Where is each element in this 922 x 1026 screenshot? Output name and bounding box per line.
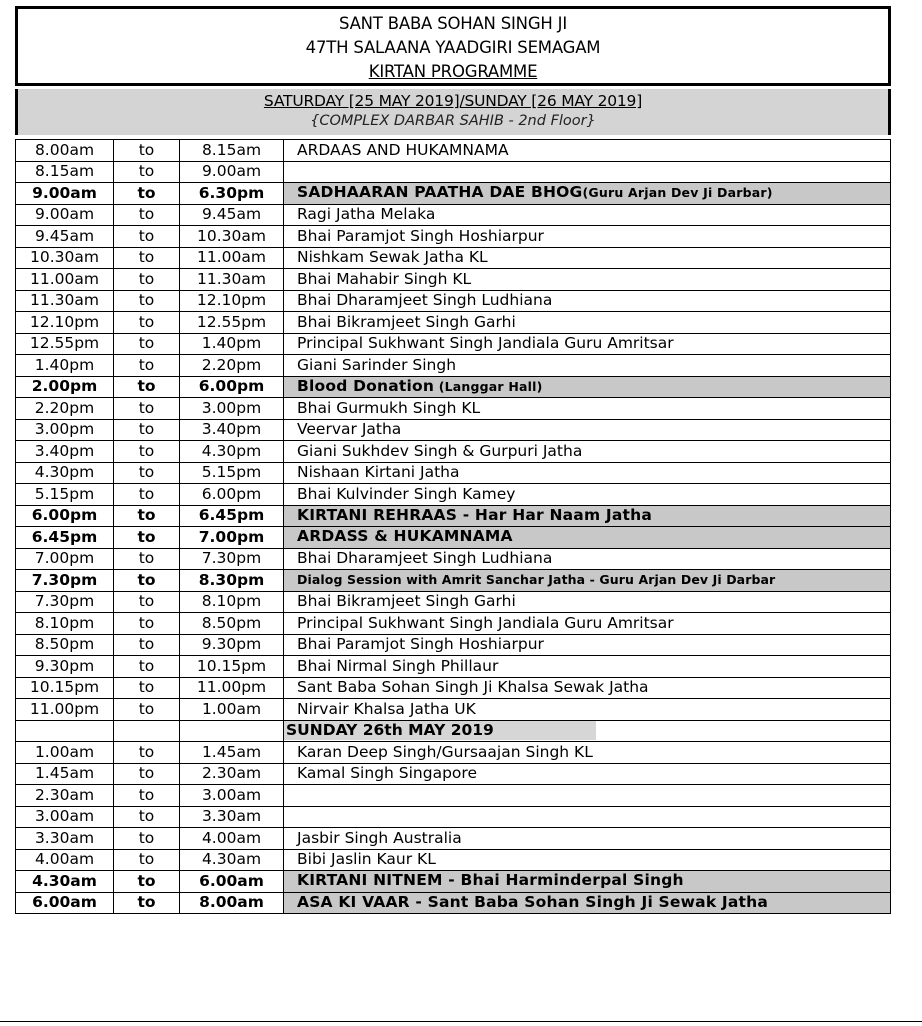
to-separator: to — [114, 355, 180, 377]
start-time: 11.00pm — [16, 699, 114, 721]
end-time: 12.55pm — [180, 312, 284, 334]
description-main: Bhai Gurmukh Singh KL — [297, 398, 481, 417]
to-separator: to — [114, 484, 180, 506]
description-main: Giani Sarinder Singh — [297, 355, 457, 374]
end-time: 2.20pm — [180, 355, 284, 377]
schedule-row — [16, 441, 891, 463]
description-text — [284, 183, 890, 204]
schedule-row — [16, 613, 891, 635]
schedule-row — [16, 591, 891, 613]
session-description — [284, 140, 891, 162]
start-time: 3.00pm — [16, 419, 114, 441]
end-time: 11.00pm — [180, 677, 284, 699]
schedule-row — [16, 269, 891, 291]
end-time: 8.30pm — [180, 570, 284, 592]
to-separator: to — [114, 871, 180, 893]
start-time: 4.30am — [16, 871, 114, 893]
end-time: 6.00pm — [180, 376, 284, 398]
end-time: 1.45am — [180, 742, 284, 764]
session-description — [284, 634, 891, 656]
to-separator: to — [114, 742, 180, 764]
description-main: Bhai Mahabir Singh KL — [297, 269, 472, 288]
schedule-body — [16, 140, 891, 914]
start-time: 3.30am — [16, 828, 114, 850]
to-separator: to — [114, 763, 180, 785]
to-separator: to — [114, 656, 180, 678]
description-text — [297, 614, 674, 632]
end-time — [180, 720, 284, 742]
to-separator: to — [114, 161, 180, 183]
end-time: 9.00am — [180, 161, 284, 183]
programme-sheet — [15, 6, 891, 914]
end-time: 10.15pm — [180, 656, 284, 678]
start-time: 6.00pm — [16, 505, 114, 527]
description-text — [297, 442, 582, 460]
description-text — [297, 657, 498, 675]
to-separator: to — [114, 183, 180, 205]
end-time: 4.30pm — [180, 441, 284, 463]
end-time: 8.10pm — [180, 591, 284, 613]
schedule-row — [16, 312, 891, 334]
description-main: Karan Deep Singh/Gursaajan Singh KL — [297, 742, 593, 761]
description-text — [284, 506, 890, 527]
end-time: 3.40pm — [180, 419, 284, 441]
description-main: Ragi Jatha Melaka — [297, 205, 436, 224]
event-venue: {COMPLEX DARBAR SAHIB - 2nd Floor} — [310, 113, 596, 129]
schedule-row — [16, 419, 891, 441]
description-main: Bibi Jaslin Kaur KL — [297, 850, 436, 869]
end-time: 3.00pm — [180, 398, 284, 420]
header-event: 47TH SALAANA YAADGIRI SEMAGAM — [305, 38, 601, 57]
description-text — [297, 463, 460, 481]
session-description — [284, 527, 891, 549]
day-divider-row — [16, 720, 891, 742]
schedule-row — [16, 333, 891, 355]
to-separator: to — [114, 570, 180, 592]
description-text — [284, 871, 890, 892]
start-time: 9.45am — [16, 226, 114, 248]
schedule-row — [16, 806, 891, 828]
end-time: 4.00am — [180, 828, 284, 850]
to-separator: to — [114, 634, 180, 656]
schedule-row — [16, 204, 891, 226]
schedule-row — [16, 742, 891, 764]
description-text — [297, 399, 480, 417]
start-time: 2.30am — [16, 785, 114, 807]
to-separator: to — [114, 398, 180, 420]
start-time — [16, 720, 114, 742]
start-time: 11.30am — [16, 290, 114, 312]
description-text — [297, 829, 462, 847]
description-text — [297, 313, 516, 331]
description-note: (Guru Arjan Dev Ji Darbar) — [582, 185, 773, 200]
start-time: 5.15pm — [16, 484, 114, 506]
start-time: 12.10pm — [16, 312, 114, 334]
programme-header — [15, 6, 891, 86]
end-time: 8.50pm — [180, 613, 284, 635]
start-time: 6.00am — [16, 892, 114, 914]
description-text — [297, 700, 476, 718]
schedule-row — [16, 699, 891, 721]
date-bar — [15, 89, 891, 135]
session-description — [284, 806, 891, 828]
session-description — [284, 226, 891, 248]
session-description — [284, 161, 891, 183]
description-text — [297, 549, 552, 567]
description-text — [297, 334, 674, 352]
start-time: 7.30pm — [16, 591, 114, 613]
description-main: Sant Baba Sohan Singh Ji Khalsa Sewak Jatha — [297, 678, 649, 697]
description-main: KIRTANI NITNEM - Bhai Harminderpal Singh — [297, 871, 684, 889]
description-main: Principal Sukhwant Singh Jandiala Guru Amritsar — [297, 613, 674, 632]
description-main: Nishkam Sewak Jatha KL — [297, 248, 488, 267]
end-time: 6.00am — [180, 871, 284, 893]
description-text — [284, 527, 890, 548]
session-description — [284, 591, 891, 613]
session-description — [284, 613, 891, 635]
description-main: Bhai Paramjot Singh Hoshiarpur — [297, 635, 544, 654]
description-main: Veervar Jatha — [297, 420, 402, 439]
description-text — [297, 678, 649, 696]
end-time: 9.45am — [180, 204, 284, 226]
end-time: 4.30am — [180, 849, 284, 871]
description-main: Bhai Dharamjeet Singh Ludhiana — [297, 291, 553, 310]
end-time: 1.00am — [180, 699, 284, 721]
start-time: 6.45pm — [16, 527, 114, 549]
end-time: 8.15am — [180, 140, 284, 162]
schedule-row — [16, 763, 891, 785]
end-time: 6.30pm — [180, 183, 284, 205]
end-time: 11.30am — [180, 269, 284, 291]
session-description — [284, 892, 891, 914]
start-time: 8.50pm — [16, 634, 114, 656]
start-time: 3.40pm — [16, 441, 114, 463]
session-description — [284, 763, 891, 785]
session-description — [284, 290, 891, 312]
start-time: 9.30pm — [16, 656, 114, 678]
session-description — [284, 699, 891, 721]
start-time: 7.30pm — [16, 570, 114, 592]
start-time: 10.30am — [16, 247, 114, 269]
session-description — [284, 484, 891, 506]
description-text — [297, 141, 509, 159]
description-main: Giani Sukhdev Singh & Gurpuri Jatha — [297, 441, 583, 460]
description-text — [297, 420, 401, 438]
description-text — [297, 248, 488, 266]
start-time: 12.55pm — [16, 333, 114, 355]
description-main: Bhai Dharamjeet Singh Ludhiana — [297, 549, 553, 568]
start-time: 4.30pm — [16, 462, 114, 484]
schedule-row — [16, 290, 891, 312]
end-time: 10.30am — [180, 226, 284, 248]
description-text — [297, 356, 456, 374]
end-time: 1.40pm — [180, 333, 284, 355]
day-heading: SUNDAY 26th MAY 2019 — [284, 721, 596, 740]
session-description — [284, 720, 891, 742]
session-description — [284, 462, 891, 484]
end-time: 12.10pm — [180, 290, 284, 312]
session-description — [284, 183, 891, 205]
description-text — [297, 764, 477, 782]
to-separator: to — [114, 806, 180, 828]
to-separator: to — [114, 462, 180, 484]
schedule-row — [16, 527, 891, 549]
session-description — [284, 570, 891, 592]
to-separator: to — [114, 333, 180, 355]
schedule-row — [16, 484, 891, 506]
end-time: 3.30am — [180, 806, 284, 828]
schedule-row — [16, 677, 891, 699]
schedule-row — [16, 570, 891, 592]
schedule-row — [16, 548, 891, 570]
start-time: 3.00am — [16, 806, 114, 828]
description-main: SADHAARAN PAATHA DAE BHOG — [297, 183, 583, 201]
session-description — [284, 828, 891, 850]
session-description — [284, 376, 891, 398]
description-text — [297, 592, 516, 610]
session-description — [284, 204, 891, 226]
description-note: (Langgar Hall) — [434, 378, 543, 394]
end-time: 9.30pm — [180, 634, 284, 656]
description-text — [284, 377, 890, 398]
schedule-row — [16, 247, 891, 269]
to-separator: to — [114, 527, 180, 549]
end-time: 6.45pm — [180, 505, 284, 527]
start-time: 2.20pm — [16, 398, 114, 420]
schedule-row — [16, 892, 891, 914]
description-text — [297, 850, 436, 868]
description-main: Kamal Singh Singapore — [297, 764, 477, 783]
description-main: Bhai Paramjot Singh Hoshiarpur — [297, 226, 544, 245]
session-description — [284, 677, 891, 699]
description-main: Nishaan Kirtani Jatha — [297, 463, 460, 482]
to-separator: to — [114, 613, 180, 635]
schedule-row — [16, 226, 891, 248]
start-time: 7.00pm — [16, 548, 114, 570]
to-separator: to — [114, 548, 180, 570]
description-text — [284, 893, 890, 914]
to-separator: to — [114, 226, 180, 248]
schedule-row — [16, 505, 891, 527]
session-description — [284, 505, 891, 527]
header-title: SANT BABA SOHAN SINGH JI — [339, 14, 567, 33]
schedule-row — [16, 376, 891, 398]
to-separator: to — [114, 505, 180, 527]
end-time: 2.30am — [180, 763, 284, 785]
schedule-row — [16, 161, 891, 183]
description-text — [297, 227, 544, 245]
start-time: 9.00am — [16, 183, 114, 205]
session-description — [284, 742, 891, 764]
description-main: Principal Sukhwant Singh Jandiala Guru Amritsar — [297, 334, 674, 353]
header-programme: KIRTAN PROGRAMME — [368, 62, 538, 81]
session-description — [284, 398, 891, 420]
schedule-row — [16, 849, 891, 871]
start-time: 1.40pm — [16, 355, 114, 377]
description-main: ARDASS & HUKAMNAMA — [297, 527, 513, 545]
end-time: 5.15pm — [180, 462, 284, 484]
description-main: Blood Donation — [297, 376, 435, 395]
to-separator: to — [114, 828, 180, 850]
to-separator: to — [114, 677, 180, 699]
end-time: 11.00am — [180, 247, 284, 269]
description-main: Bhai Kulvinder Singh Kamey — [297, 484, 516, 503]
session-description — [284, 269, 891, 291]
description-main: Bhai Nirmal Singh Phillaur — [297, 656, 499, 675]
description-text — [297, 205, 435, 223]
start-time: 8.00am — [16, 140, 114, 162]
schedule-row — [16, 140, 891, 162]
schedule-row — [16, 785, 891, 807]
session-description — [284, 871, 891, 893]
description-main: Bhai Bikramjeet Singh Garhi — [297, 592, 516, 611]
schedule-row — [16, 462, 891, 484]
description-main: ARDAAS AND HUKAMNAMA — [297, 140, 509, 159]
to-separator — [114, 720, 180, 742]
start-time: 8.15am — [16, 161, 114, 183]
to-separator: to — [114, 699, 180, 721]
description-text — [297, 291, 552, 309]
schedule-row — [16, 871, 891, 893]
description-text — [297, 635, 544, 653]
session-description — [284, 548, 891, 570]
session-description — [284, 355, 891, 377]
to-separator: to — [114, 419, 180, 441]
description-text — [297, 270, 471, 288]
end-time: 6.00pm — [180, 484, 284, 506]
session-description — [284, 785, 891, 807]
to-separator: to — [114, 204, 180, 226]
end-time: 8.00am — [180, 892, 284, 914]
description-text — [297, 743, 593, 761]
description-main: KIRTANI REHRAAS - Har Har Naam Jatha — [297, 505, 653, 524]
schedule-row — [16, 656, 891, 678]
description-main: Nirvair Khalsa Jatha UK — [297, 699, 476, 718]
to-separator: to — [114, 785, 180, 807]
to-separator: to — [114, 441, 180, 463]
schedule-table — [15, 139, 891, 914]
description-text — [284, 570, 890, 591]
to-separator: to — [114, 312, 180, 334]
schedule-row — [16, 355, 891, 377]
session-description — [284, 419, 891, 441]
to-separator: to — [114, 290, 180, 312]
session-description — [284, 312, 891, 334]
start-time: 10.15pm — [16, 677, 114, 699]
schedule-row — [16, 398, 891, 420]
session-description — [284, 333, 891, 355]
description-main: ASA KI VAAR - Sant Baba Sohan Singh Ji Sewak Jatha — [297, 892, 769, 911]
start-time: 11.00am — [16, 269, 114, 291]
to-separator: to — [114, 849, 180, 871]
description-text — [297, 485, 515, 503]
description-main: Jasbir Singh Australia — [297, 828, 462, 847]
start-time: 1.00am — [16, 742, 114, 764]
end-time: 7.00pm — [180, 527, 284, 549]
schedule-row — [16, 828, 891, 850]
description-main: Dialog Session with Amrit Sanchar Jatha - Guru Arjan Dev Ji Darbar — [297, 572, 776, 587]
description-main: Bhai Bikramjeet Singh Garhi — [297, 312, 516, 331]
schedule-row — [16, 183, 891, 205]
to-separator: to — [114, 892, 180, 914]
session-description — [284, 441, 891, 463]
start-time: 4.00am — [16, 849, 114, 871]
end-time: 3.00am — [180, 785, 284, 807]
page-bottom-rule — [0, 1021, 922, 1022]
start-time: 9.00am — [16, 204, 114, 226]
session-description — [284, 656, 891, 678]
start-time: 1.45am — [16, 763, 114, 785]
start-time: 8.10pm — [16, 613, 114, 635]
session-description — [284, 849, 891, 871]
to-separator: to — [114, 269, 180, 291]
session-description — [284, 247, 891, 269]
event-dates: SATURDAY [25 MAY 2019]/SUNDAY [26 MAY 2019] — [263, 92, 643, 110]
start-time: 2.00pm — [16, 376, 114, 398]
to-separator: to — [114, 591, 180, 613]
to-separator: to — [114, 140, 180, 162]
to-separator: to — [114, 247, 180, 269]
schedule-row — [16, 634, 891, 656]
end-time: 7.30pm — [180, 548, 284, 570]
to-separator: to — [114, 376, 180, 398]
